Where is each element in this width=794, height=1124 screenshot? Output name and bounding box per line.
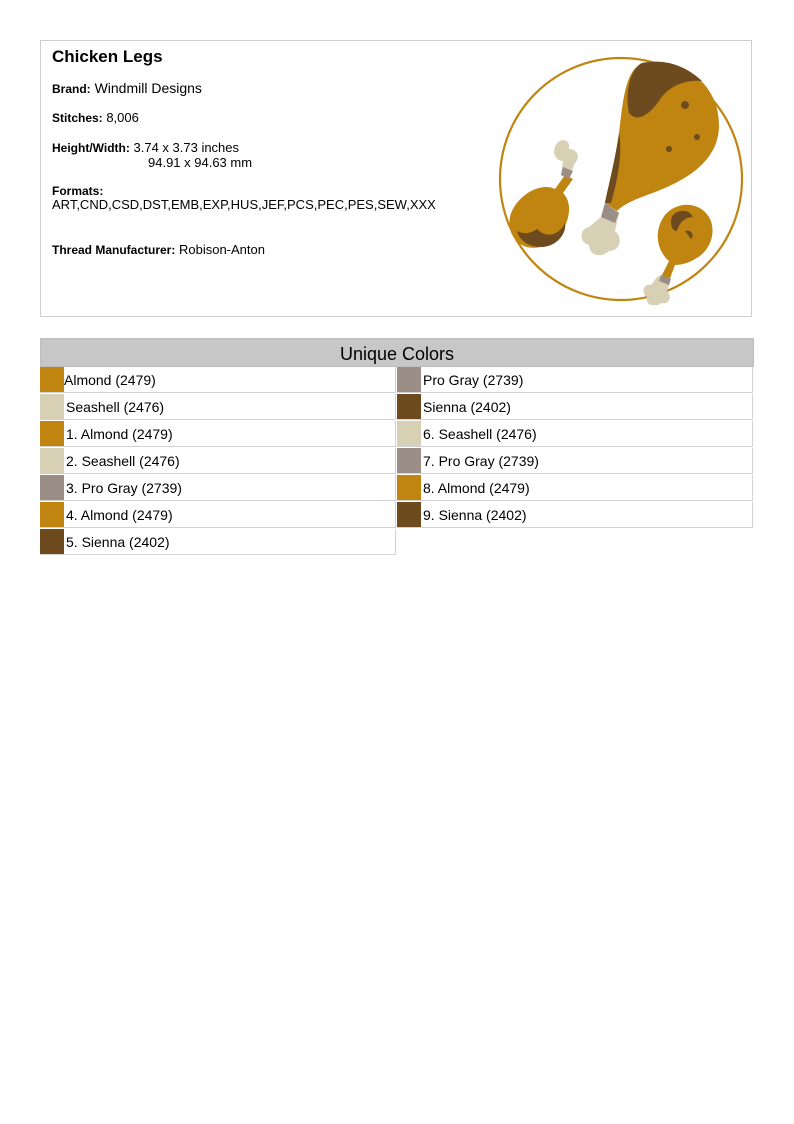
color-label: 4. Almond (2479) (66, 507, 173, 523)
height-width-label: Height/Width: (52, 141, 130, 155)
color-label: 9. Sienna (2402) (423, 507, 527, 523)
chicken-legs-image (497, 53, 747, 305)
height-width-inches: 3.74 x 3.73 inches (133, 140, 240, 155)
height-width-mm: 94.91 x 94.63 mm (148, 155, 253, 170)
color-swatch (397, 421, 421, 446)
color-row (40, 394, 396, 420)
color-label: Pro Gray (2739) (423, 372, 524, 388)
color-swatch (397, 502, 421, 527)
color-label: 3. Pro Gray (2739) (66, 480, 182, 496)
color-row (40, 367, 396, 393)
formats-value: ART,CND,CSD,DST,EMB,EXP,HUS,JEF,PCS,PEC,PES,SEW,XXX (52, 197, 436, 212)
design-info-card (40, 40, 752, 317)
color-label: Seashell (2476) (66, 399, 165, 415)
color-label: 2. Seashell (2476) (66, 453, 180, 469)
color-label: 5. Sienna (2402) (66, 534, 170, 550)
color-swatch (397, 394, 421, 419)
color-label: 1. Almond (2479) (66, 426, 173, 442)
color-swatch (397, 475, 421, 500)
color-row (40, 421, 396, 447)
color-label: Almond (2479) (64, 372, 156, 388)
color-row (397, 367, 753, 393)
small-drumstick-left (509, 140, 577, 248)
design-title: Chicken Legs (52, 47, 163, 66)
color-label: Sienna (2402) (423, 399, 511, 415)
color-label: 7. Pro Gray (2739) (423, 453, 539, 469)
brand-value: Windmill Designs (94, 80, 202, 96)
color-row (397, 502, 753, 528)
stitches-label: Stitches: (52, 111, 103, 125)
thread-field (52, 243, 265, 257)
color-row (397, 475, 753, 501)
color-swatch (40, 367, 64, 392)
color-swatch (40, 529, 64, 554)
color-row (40, 448, 396, 474)
stitches-field (52, 111, 139, 125)
color-row (397, 421, 753, 447)
color-swatch (397, 448, 421, 473)
unique-colors-table (40, 338, 754, 550)
color-label: 6. Seashell (2476) (423, 426, 537, 442)
color-swatch (40, 475, 64, 500)
color-swatch (40, 448, 64, 473)
color-swatch (40, 502, 64, 527)
unique-colors-heading: Unique Colors (40, 338, 754, 367)
brand-field (52, 81, 202, 96)
color-row (40, 529, 396, 555)
color-swatch (40, 421, 64, 446)
color-swatch (40, 394, 64, 419)
color-swatch (397, 367, 421, 392)
formats-label-field (52, 184, 103, 198)
brand-label: Brand: (52, 82, 91, 96)
color-row (397, 448, 753, 474)
color-label: 8. Almond (2479) (423, 480, 530, 496)
thread-value: Robison-Anton (178, 242, 265, 257)
small-drumstick-right (644, 205, 713, 305)
color-row (40, 502, 396, 528)
color-row (40, 475, 396, 501)
thread-label: Thread Manufacturer: (52, 243, 176, 257)
color-row (397, 394, 753, 420)
formats-label: Formats: (52, 184, 104, 198)
height-width-field (52, 141, 239, 155)
stitches-value: 8,006 (106, 110, 139, 125)
